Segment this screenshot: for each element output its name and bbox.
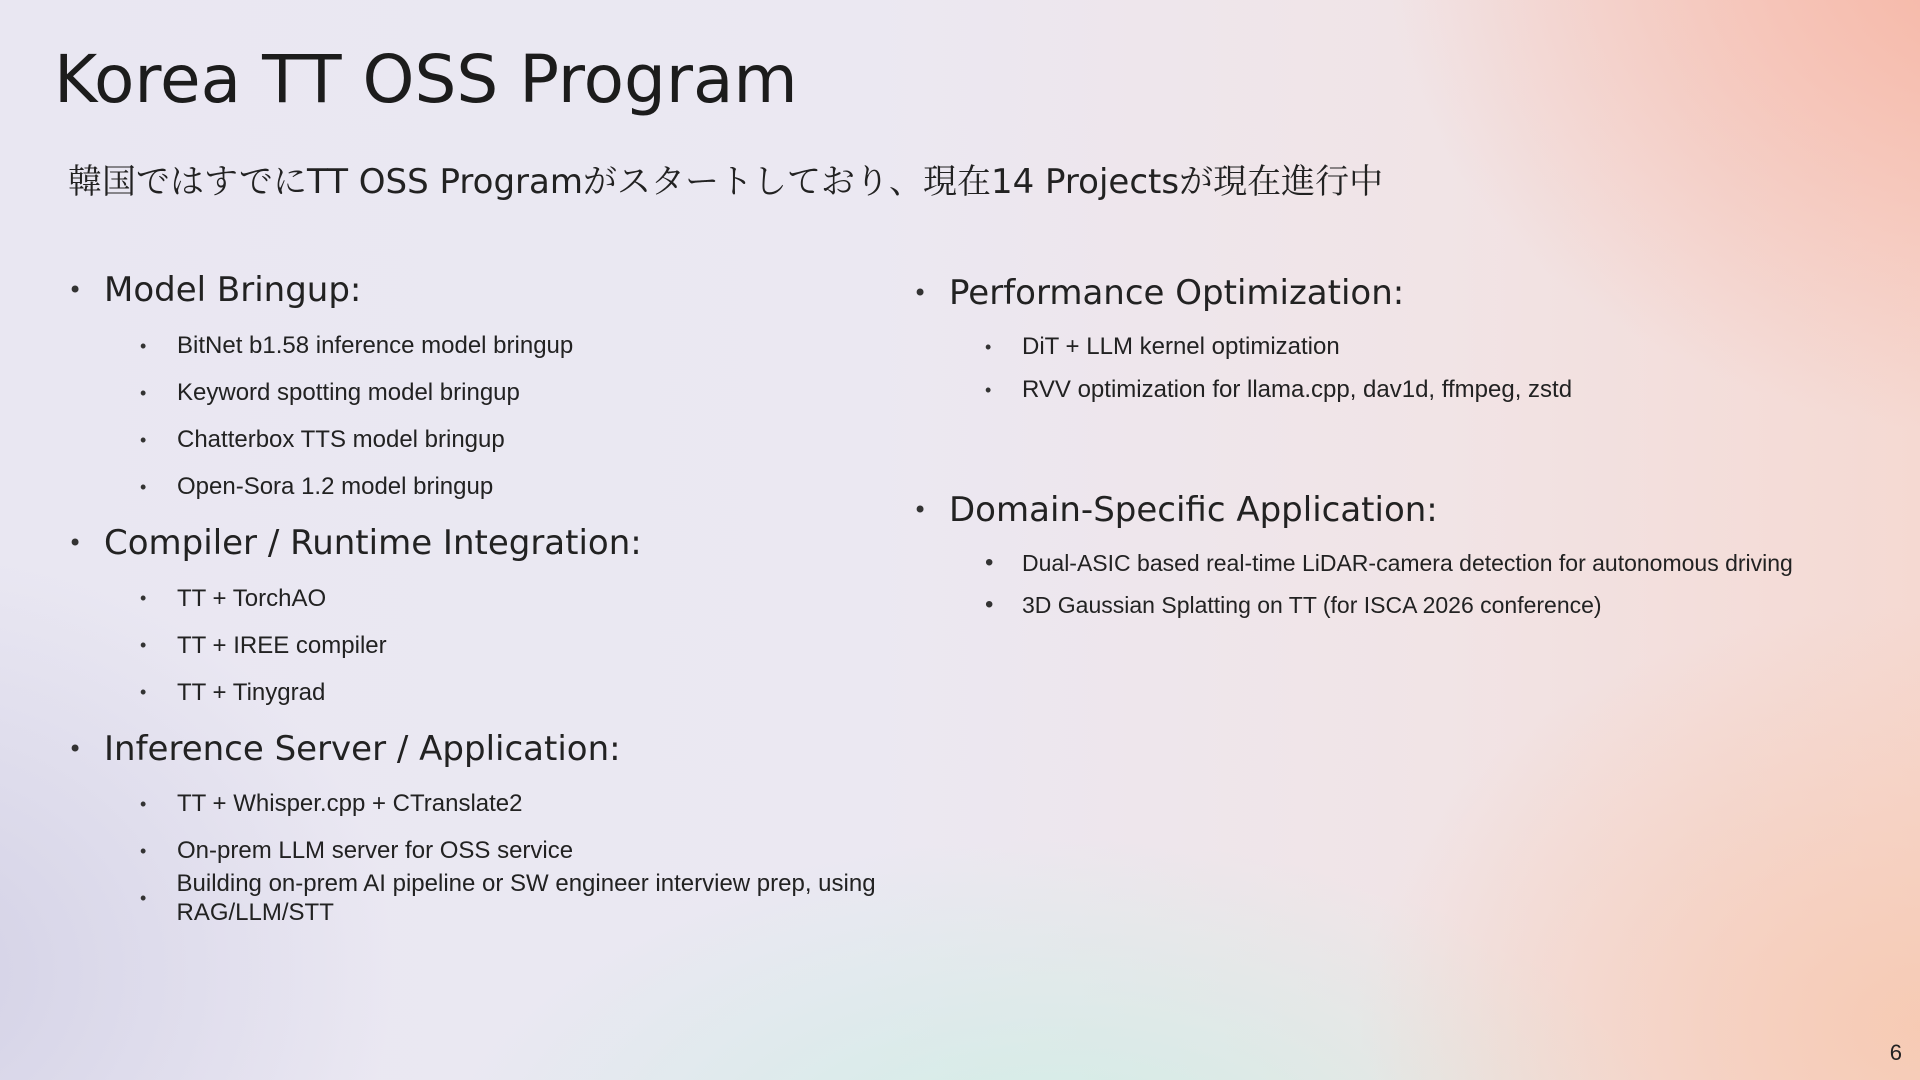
bullet-icon: • [913, 279, 928, 308]
item-list [985, 543, 1913, 627]
list-item-text: Open-Sora 1.2 model bringup [177, 472, 494, 500]
bullet-icon: • [68, 276, 83, 305]
item-list [140, 323, 1028, 511]
list-item-text: TT + IREE compiler [177, 631, 387, 659]
bullet-icon: • [985, 591, 994, 619]
list-item-text: TT + Whisper.cpp + CTranslate2 [177, 790, 523, 818]
slide-title: Korea TT OSS Program [54, 41, 798, 118]
list-item [140, 417, 1028, 464]
item-list [140, 781, 1028, 926]
section-heading [68, 270, 1028, 311]
section-heading-text: Inference Server / Application: [104, 728, 621, 769]
section-heading [68, 729, 1028, 770]
list-item-text: RVV optimization for llama.cpp, dav1d, ffmpeg, zstd [1022, 375, 1573, 403]
list-item-text: TT + Tinygrad [177, 678, 326, 706]
list-item-text: BitNet b1.58 inference model bringup [177, 331, 574, 359]
bullet-icon: • [140, 841, 147, 862]
section-heading-text: Performance Optimization: [949, 273, 1405, 313]
bullet-icon: • [985, 336, 992, 357]
section-heading [913, 490, 1913, 531]
list-item [985, 369, 1913, 412]
list-item [140, 781, 1028, 828]
left-column [68, 270, 1028, 926]
bullet-icon: • [140, 588, 147, 609]
section-domain-specific-application [913, 490, 1913, 627]
list-item [140, 870, 1028, 926]
bullet-icon: • [913, 496, 928, 525]
list-item-text: DiT + LLM kernel optimization [1022, 332, 1340, 360]
section-heading-text: Domain-Specific Application: [949, 489, 1438, 530]
section-heading-text: Compiler / Runtime Integration: [104, 522, 642, 563]
bullet-icon: • [140, 794, 147, 815]
bullet-icon: • [140, 429, 147, 450]
bullet-icon: • [985, 379, 992, 400]
list-item [140, 464, 1028, 511]
list-item [140, 323, 1028, 370]
item-list [985, 326, 1913, 412]
list-item [140, 623, 1028, 670]
section-model-bringup [68, 270, 1028, 511]
list-item-text: On-prem LLM server for OSS service [177, 837, 574, 865]
list-item-text: 3D Gaussian Splatting on TT (for ISCA 2026 conference) [1022, 591, 1602, 618]
section-heading [913, 273, 1913, 314]
list-item [140, 670, 1028, 717]
bullet-icon: • [140, 888, 147, 909]
list-item [985, 543, 1913, 585]
list-item [140, 576, 1028, 623]
bullet-icon: • [140, 335, 147, 356]
list-item-text: Building on-prem AI pipeline or SW engineer interview prep, using RAG/LLM/STT [176, 870, 876, 926]
section-heading-text: Model Bringup: [104, 270, 362, 310]
page-number: 6 [1889, 1040, 1902, 1065]
list-item-text: Dual-ASIC based real-time LiDAR-camera detection for autonomous driving [1022, 549, 1793, 576]
bullet-icon: • [140, 682, 147, 703]
bullet-icon: • [140, 382, 147, 403]
item-list [140, 576, 1028, 717]
list-item [140, 370, 1028, 417]
list-item-text: Keyword spotting model bringup [177, 378, 520, 406]
right-column [913, 273, 1913, 627]
bullet-icon: • [140, 635, 147, 656]
bullet-icon: • [68, 529, 83, 558]
section-inference-server [68, 728, 1028, 926]
list-item-text: Chatterbox TTS model bringup [177, 425, 505, 453]
bullet-icon: • [985, 549, 994, 577]
list-item-text: TT + TorchAO [177, 584, 327, 612]
bullet-icon: • [68, 734, 83, 763]
section-compiler-runtime [68, 523, 1028, 717]
section-heading [68, 523, 1028, 564]
bullet-icon: • [140, 476, 147, 497]
list-item [985, 326, 1913, 369]
slide-subtitle: 韓国ではすでにTT OSS Programがスタートしており、現在14 Projectsが現在進行中 [68, 162, 1384, 202]
list-item [140, 828, 1028, 875]
section-performance-optimization [913, 273, 1913, 412]
list-item [985, 585, 1913, 627]
